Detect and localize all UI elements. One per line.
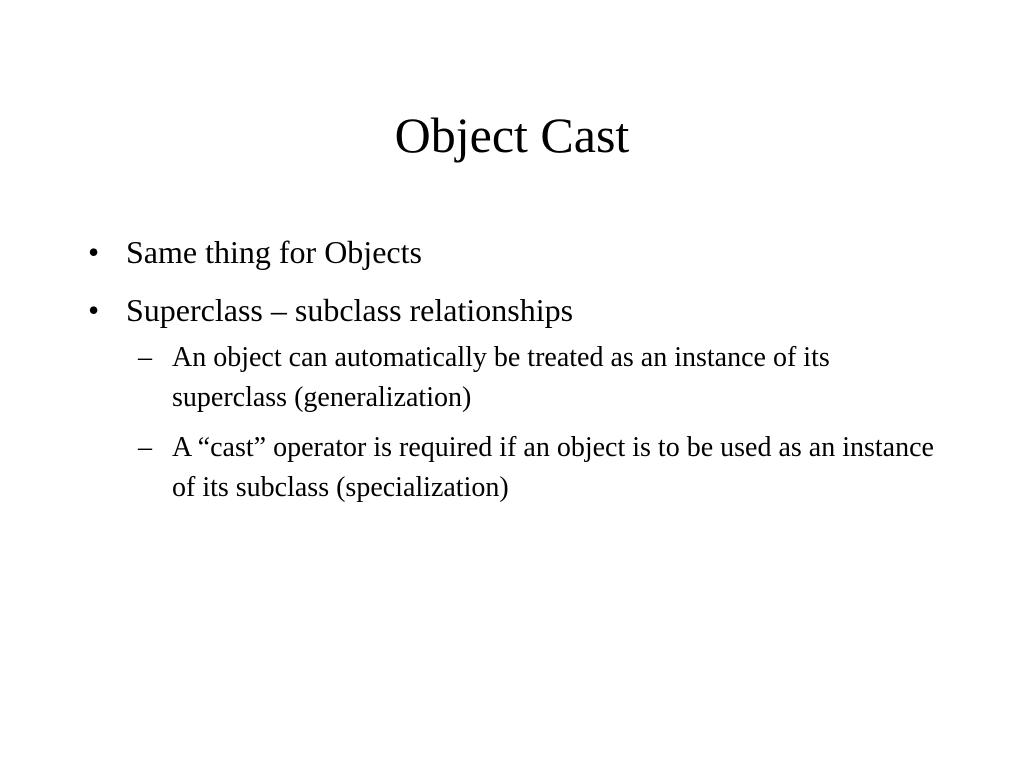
sub-bullet-text: An object can automatically be treated as an instance of its superclass (generalization) — [172, 342, 830, 413]
sub-bullet-list — [126, 338, 944, 508]
sub-bullet-item — [126, 338, 944, 418]
sub-bullet-text: A “cast” operator is required if an object is to be used as an instance of its subclass (specialization) — [172, 432, 934, 503]
bullet-text: Same thing for Objects — [126, 234, 422, 270]
sub-bullet-marker: – — [138, 342, 152, 373]
bullet-text: Superclass – subclass relationships — [126, 292, 574, 328]
bullet-marker: • — [88, 234, 100, 270]
sub-bullet-item — [126, 428, 944, 508]
bullet-list — [84, 232, 944, 526]
sub-bullet-marker: – — [138, 432, 152, 463]
bullet-item — [84, 232, 944, 272]
bullet-item — [84, 290, 944, 508]
bullet-marker: • — [88, 292, 100, 328]
slide-title: Object Cast — [394, 107, 630, 163]
